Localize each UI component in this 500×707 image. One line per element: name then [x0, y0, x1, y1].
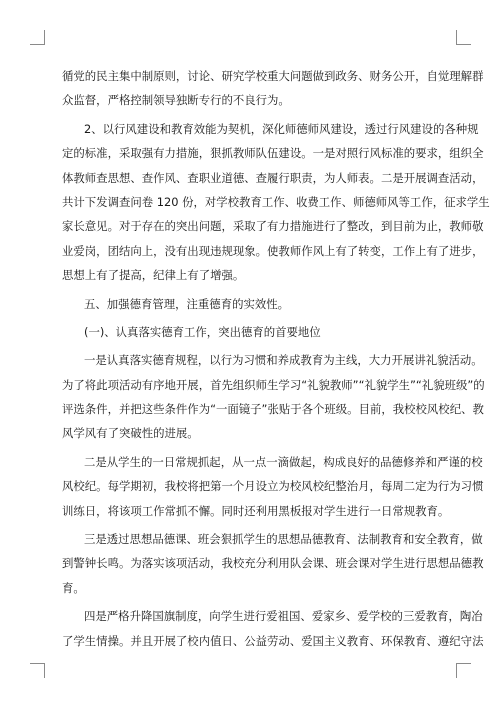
text-line: 四是严格升降国旗制度，向学生进行爱祖国、爱家乡、爱学校的三爱教育，陶冶 [84, 609, 483, 624]
text-line: 家长意见。对于存在的突出问题，采取了有力措施进行了整改，到目前为止，教师敬 [62, 219, 484, 234]
text-line: 到警钟长鸣。为落实该项活动，我校充分利用队会课、班会课对学生进行思想品德教 [62, 556, 484, 571]
text-line: 业爱岗，团结向上，没有出现违规现象。使教师作风上有了转变，工作上有了进步， [62, 243, 484, 258]
crop-mark-top-left [30, 30, 45, 45]
text-line: 评选条件，并把这些条件作为“一面镜子”张贴于各个班级。目前，我校校风校纪、教 [62, 402, 484, 417]
text-line: 为了将此项活动有序地开展，首先组织师生学习“礼貌教师”“礼貌学生”“礼貌班级”的 [62, 377, 485, 392]
text-line: (一)、认真落实德育工作，突出德育的首要地位 [84, 324, 321, 339]
text-line: 五、加强德育管理，注重德育的实效性。 [84, 296, 290, 311]
text-line: 了学生情操。并且开展了校内值日、公益劳动、爱国主义教育、环保教育、遵纪守法 [62, 633, 484, 648]
text-line: 众监督，严格控制领导独断专行的不良行为。 [62, 93, 290, 108]
text-line: 循党的民主集中制原则，讨论、研究学校重大问题做到政务、财务公开，自觉理解群 [62, 69, 484, 83]
text-line: 体教师查思想、查作风、查职业道德、查履行职责，为人师表。二是开展调查活动， [62, 170, 484, 185]
text-line: 定的标准，采取强有力措施，狠抓教师队伍建设。一是对照行风标准的要求，组织全 [62, 146, 484, 161]
text-line: 三是透过思想品德课、班会狠抓学生的思想品德教育、法制教育和安全教育，做 [84, 532, 483, 547]
crop-mark-top-right [456, 30, 471, 45]
text-line: 风学风有了突破性的进展。 [62, 426, 199, 441]
text-line: 思想上有了提高，纪律上有了增强。 [62, 268, 245, 283]
text-line: 育。 [62, 580, 85, 595]
document-body [62, 64, 490, 653]
crop-mark-bottom-right [456, 663, 471, 678]
crop-mark-bottom-left [30, 663, 45, 678]
text-line: 风校纪。每学期初，我校将把第一个月设立为校风校纪整治月，每周二定为行为习惯 [62, 479, 484, 494]
text-line: 二是从学生的一日常规抓起，从一点一滴做起，构成良好的品德修养和严谨的校 [84, 454, 483, 469]
text-line: 2、以行风建设和教育效能为契机，深化师德师风建设，透过行风建设的各种规 [84, 121, 479, 136]
text-line: 共计下发调查问卷 120 份，对学校教育工作、收费工作、师德师风等工作，征求学生 [62, 194, 490, 209]
text-line: 一是认真落实德育规程，以行为习惯和养成教育为主线，大力开展讲礼貌活动。 [84, 353, 483, 368]
text-line: 训练日，将该项工作常抓不懈。同时还利用黑板报对学生进行一日常规教育。 [62, 503, 450, 518]
